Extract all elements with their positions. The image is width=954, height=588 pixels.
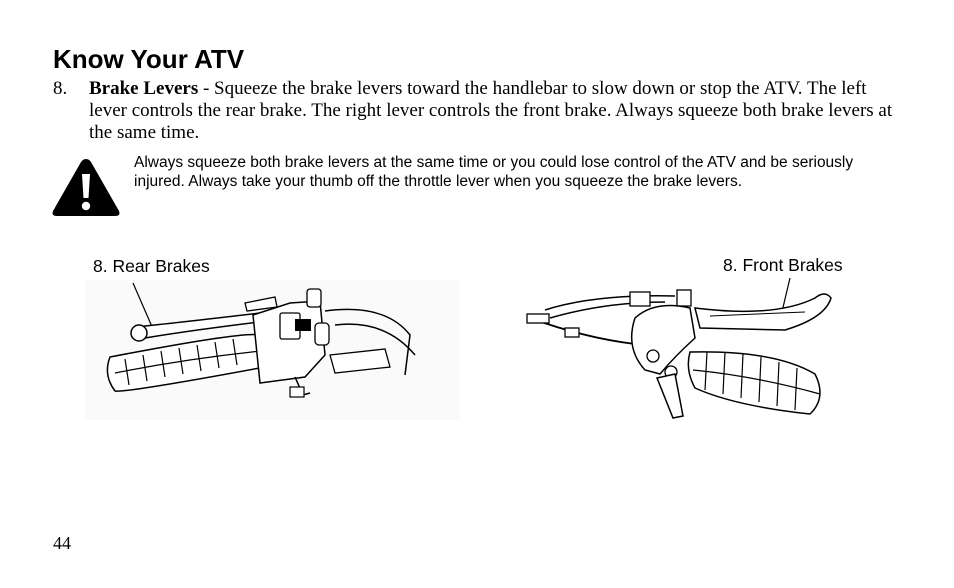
page-number: 44 <box>53 533 71 553</box>
front-brakes-label: 8. Front Brakes <box>723 255 843 275</box>
item-text: - Squeeze the brake levers toward the handlebar to slow down or stop the ATV. The left lever controls the rear brake. The right lever controls the front brake. Always squeeze both brake levers at the same time. <box>89 78 893 143</box>
brake-levers-item <box>53 78 893 144</box>
front-brake-illustration <box>525 278 870 423</box>
page-title: Know Your ATV <box>53 44 245 74</box>
rear-brake-illustration <box>85 275 465 425</box>
item-body <box>89 78 893 144</box>
warning-text: Always squeeze both brake levers at the same time or you could lose control of the ATV and be seriously injured. Always take your thumb off the throttle lever when you squeeze the brake levers. <box>134 154 854 190</box>
rear-brakes-label: 8. Rear Brakes <box>93 256 210 276</box>
item-term: Brake Levers <box>89 78 199 99</box>
warning-triangle-icon <box>51 156 121 218</box>
item-number: 8. <box>53 78 68 99</box>
